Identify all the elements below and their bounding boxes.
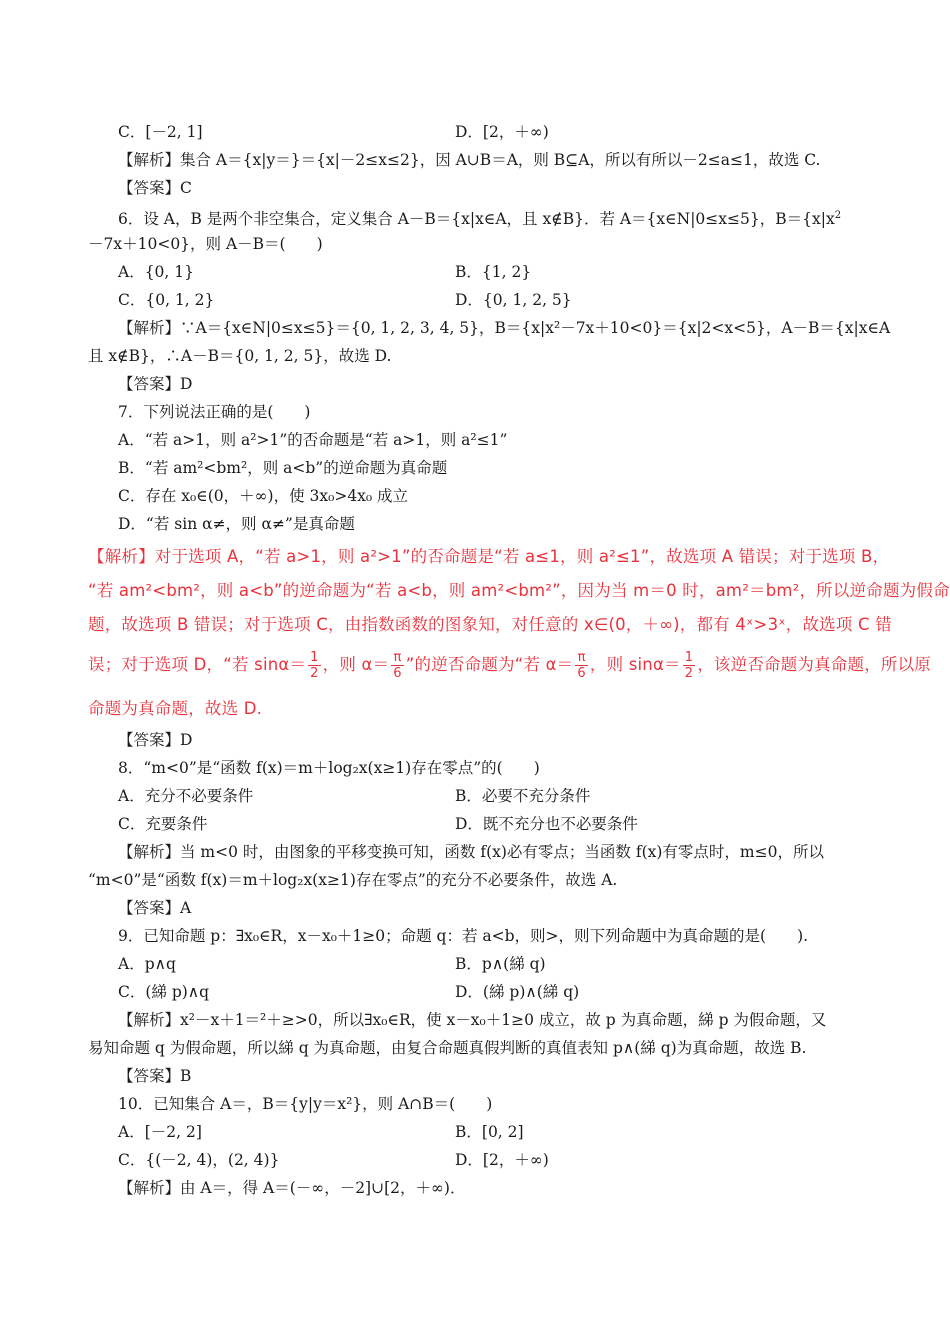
analysis-q9: 【解析】x²－x＋1＝²＋≥>0，所以∃x₀∈R，使 x－x₀＋1≥0 成立，故 p 为真命题，綈 p 为假命题，又 [118,1011,827,1029]
option-c-q9: C．(綈 p)∧q [118,983,210,1001]
denominator: 2 [310,666,319,681]
option-c-q7: C．存在 x₀∈(0，＋∞)，使 3x₀>4x₀ 成立 [118,487,409,505]
option-a-q10: A．[－2, 2] [118,1123,202,1141]
analysis-q7-line4 [88,650,932,681]
analysis-q5: 【解析】集合 A＝{x|y＝}＝{x|－2≤x≤2}，因 A∪B＝A，则 B⊆A，所以有所以－2≤a≤1，故选 C. [118,151,821,169]
option-d-q9: D．(綈 p)∧(綈 q) [455,983,580,1001]
option-c-q6: C．{0, 1, 2} [118,291,215,309]
analysis-q9-cont: 易知命题 q 为假命题，所以綈 q 为真命题，由复合命题真假判断的真值表知 p∧(綈 q)为真命题，故选 B. [88,1039,807,1057]
numerator: 1 [310,650,319,665]
fraction [683,650,695,681]
answer-q9: 【答案】B [118,1067,192,1085]
question-6-text: 6．设 A，B 是两个非空集合，定义集合 A－B＝{x|x∈A，且 x∉B}．若 A＝{x∈N|0≤x≤5}，B＝{x|x [118,210,835,228]
fraction [308,650,320,681]
analysis-q7-line2: “若 am²<bm²，则 a<b”的逆命题为“若 a<b，则 am²<bm²”，因为当 m＝0 时，am²＝bm²，所以逆命题为假命 [88,581,950,600]
analysis-q7-line1: 【解析】对于选项 A，“若 a>1，则 a²>1”的否命题是“若 a≤1，则 a²≤1”，故选项 A 错误；对于选项 B， [88,547,890,566]
denominator: 6 [577,666,586,681]
question-6-cont: －7x＋10<0}，则 A－B＝( ) [88,235,323,253]
answer-q7: 【答案】D [118,731,193,749]
answer-q5: 【答案】C [118,179,192,197]
fraction [575,650,587,681]
option-b-q8: B．必要不充分条件 [455,787,591,805]
option-a-q9: A．p∧q [118,955,176,973]
option-d-q7: D．“若 sin α≠，则 α≠”是真命题 [118,515,355,533]
denominator: 2 [684,666,694,681]
option-b-q9: B．p∧(綈 q) [455,955,546,973]
text-run: ”的逆否命题为“若 α＝ [405,655,574,674]
option-c-q8: C．充要条件 [118,815,208,833]
answer-q6: 【答案】D [118,375,193,393]
question-8: 8．“m<0”是“函数 f(x)＝m＋log₂x(x≥1)存在零点”的( ) [118,759,540,777]
answer-q8: 【答案】A [118,899,192,917]
question-6 [118,206,898,229]
question-7: 7．下列说法正确的是( ) [118,403,311,421]
text-run: ，则 α＝ [322,655,390,674]
analysis-q8-cont: “m<0”是“函数 f(x)＝m＋log₂x(x≥1)存在零点”的充分不必要条件，故选 A. [88,871,618,889]
option-a-q6: A．{0, 1} [118,263,194,281]
option-a-q8: A．充分不必要条件 [118,787,254,805]
analysis-q6: 【解析】∵A＝{x∈N|0≤x≤5}＝{0, 1, 2, 3, 4, 5}，B＝{x|x²－7x＋10<0}＝{x|2<x<5}，A－B＝{x|x∈A [118,319,891,337]
option-a-q7: A．“若 a>1，则 a²>1”的否命题是“若 a>1，则 a²≤1” [118,431,508,449]
question-9: 9．已知命题 p：∃x₀∈R，x－x₀＋1≥0；命题 q：若 a<b，则>，则下列命题中为真命题的是( ). [118,927,809,945]
numerator: 1 [684,650,694,665]
option-b-q10: B．[0, 2] [455,1123,524,1141]
analysis-q6-cont: 且 x∉B}，∴A－B＝{0, 1, 2, 5}，故选 D. [88,347,392,365]
option-b-q6: B．{1, 2} [455,263,532,281]
option-d-q8: D．既不充分也不必要条件 [455,815,638,833]
option-c-q5: C．[－2, 1] [118,123,203,141]
numerator: π [575,650,587,666]
analysis-q8: 【解析】当 m<0 时，由图象的平移变换可知，函数 f(x)必有零点；当函数 f(x)有零点时，m≤0，所以 [118,843,824,861]
numerator: π [391,650,403,666]
denominator: 6 [393,666,402,681]
analysis-q7-line5: 命题为真命题，故选 D. [88,699,263,718]
option-d-q5: D．[2，＋∞) [455,123,549,141]
superscript: 2 [834,210,842,221]
text-run: ，该逆否命题为真命题，所以原 [697,655,932,674]
analysis-q10: 【解析】由 A＝，得 A＝(－∞，－2]∪[2，＋∞)． [118,1179,466,1197]
option-b-q7: B．“若 am²<bm²，则 a<b”的逆命题为真命题 [118,459,448,477]
text-run: ，则 sinα＝ [589,655,681,674]
option-c-q10: C．{(－2, 4)，(2, 4)} [118,1151,280,1169]
fraction [391,650,403,681]
analysis-q7-line3: 题，故选项 B 错误；对于选项 C，由指数函数的图象知，对任意的 x∈(0，＋∞)，都有 4ˣ>3ˣ，故选项 C 错 [88,615,892,634]
question-10: 10．已知集合 A＝，B＝{y|y＝x²}，则 A∩B＝( ) [118,1095,493,1113]
option-d-q10: D．[2，＋∞) [455,1151,549,1169]
text-run: 误；对于选项 D，“若 sinα＝ [88,655,307,674]
option-d-q6: D．{0, 1, 2, 5} [455,291,572,309]
